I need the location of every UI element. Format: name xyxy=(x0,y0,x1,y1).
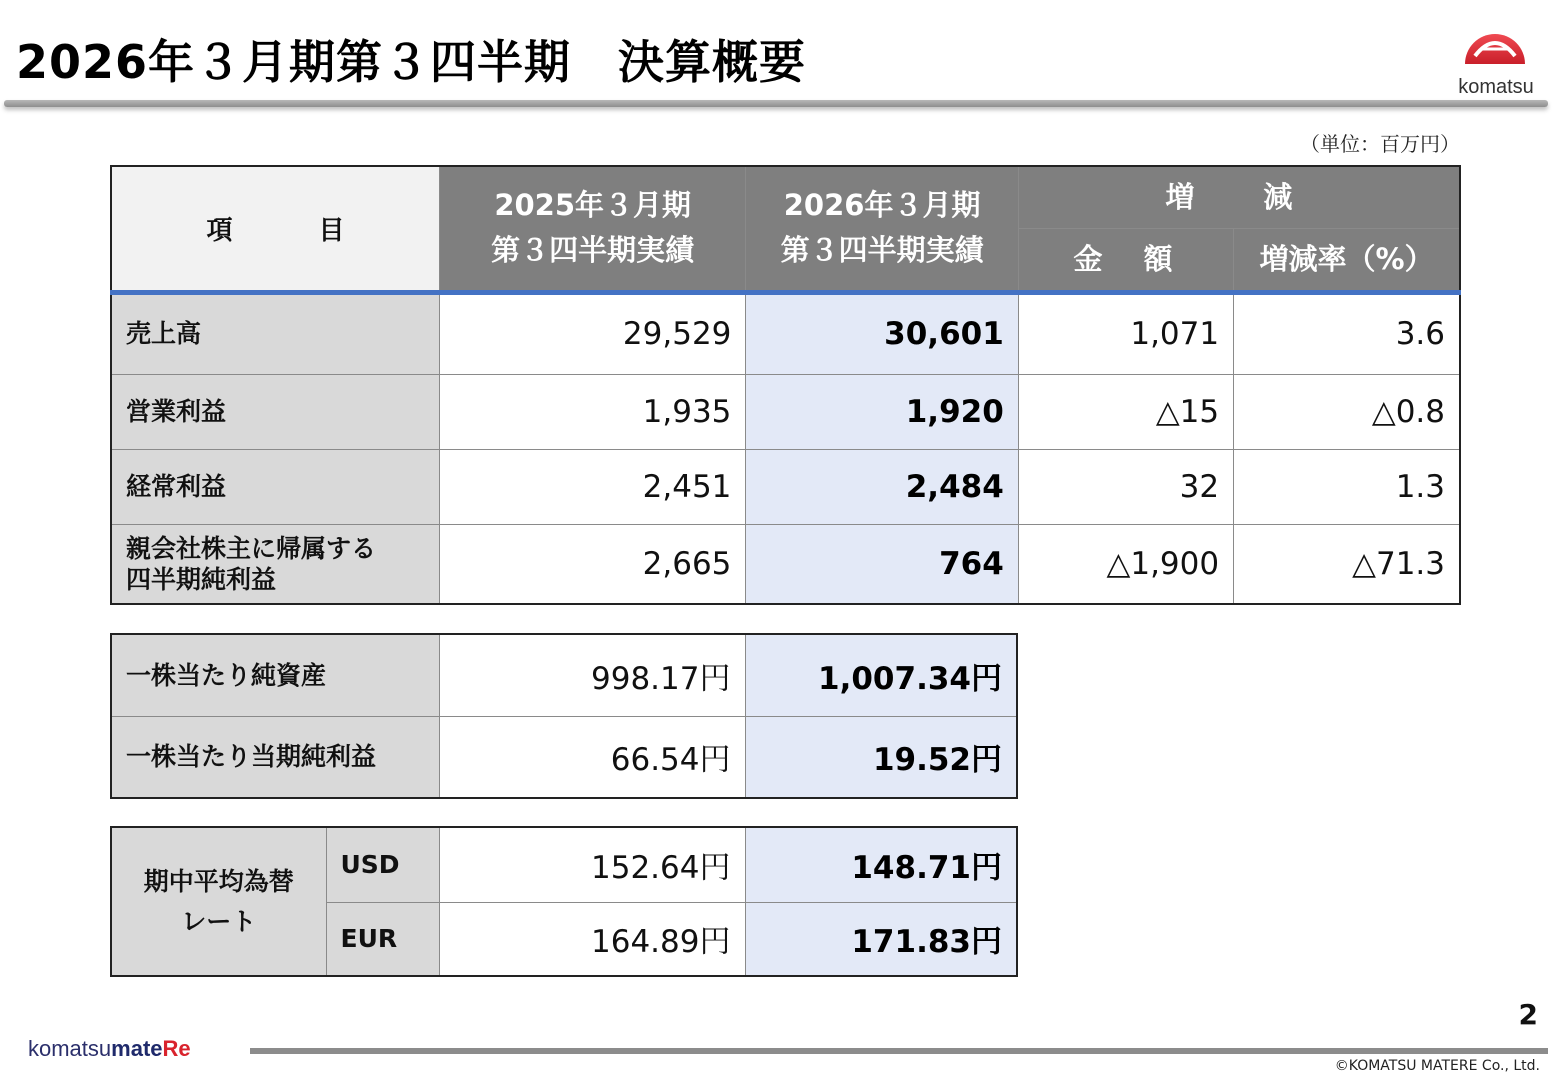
unit-note: （単位：百万円） xyxy=(1300,132,1460,156)
row-label: 経常利益 xyxy=(111,449,439,524)
komatsu-logo xyxy=(1448,16,1544,100)
change-amount: 32 xyxy=(1018,449,1233,524)
prev-value: 998.17円 xyxy=(439,634,745,716)
column-header-prev-line1: 2025年３月期 xyxy=(494,188,692,223)
prev-value: 2,665 xyxy=(439,524,745,604)
page-number: 2 xyxy=(1518,998,1538,1031)
prev-value: 29,529 xyxy=(439,292,745,374)
column-header-curr-line1: 2026年３月期 xyxy=(783,188,981,223)
logo-wordmark: komatsu xyxy=(1458,76,1534,98)
komatsu-arch-logo-icon xyxy=(1462,16,1528,78)
row-label: 売上高 xyxy=(111,292,439,374)
footer-brand-logo xyxy=(28,1036,191,1062)
change-amount: △15 xyxy=(1018,374,1233,449)
curr-value: 171.83円 xyxy=(745,902,1017,976)
title-divider xyxy=(4,100,1548,107)
curr-value: 148.71円 xyxy=(745,827,1017,902)
curr-value: 19.52円 xyxy=(745,716,1017,798)
table-row xyxy=(111,292,1460,374)
row-label: 一株当たり純資産 xyxy=(111,634,439,716)
curr-value: 30,601 xyxy=(746,292,1018,374)
table-row xyxy=(111,827,1017,902)
column-header-item: 項 目 xyxy=(111,166,439,292)
column-header-curr xyxy=(746,166,1018,292)
footer-brand-part2: mate xyxy=(111,1036,163,1061)
header-row-1 xyxy=(111,166,1460,228)
change-rate: 1.3 xyxy=(1234,449,1460,524)
curr-value: 764 xyxy=(746,524,1018,604)
per-share-table xyxy=(110,633,1018,799)
copyright-text: ©KOMATSU MATERE Co., Ltd. xyxy=(1334,1058,1540,1074)
table-row xyxy=(111,449,1460,524)
currency-code: EUR xyxy=(326,902,439,976)
column-header-change: 増 減 xyxy=(1018,166,1460,228)
change-amount: 1,071 xyxy=(1018,292,1233,374)
column-header-prev xyxy=(439,166,745,292)
column-header-rate: 増減率（%） xyxy=(1234,228,1460,292)
row-label xyxy=(111,524,439,604)
prev-value: 1,935 xyxy=(439,374,745,449)
row-label: 一株当たり当期純利益 xyxy=(111,716,439,798)
fx-label-line2: レート xyxy=(181,906,257,936)
row-label-line1: 親会社株主に帰属する xyxy=(126,533,377,563)
table-row xyxy=(111,716,1017,798)
change-rate: △71.3 xyxy=(1234,524,1460,604)
footer-brand-part3: Re xyxy=(162,1036,191,1061)
change-rate: △0.8 xyxy=(1234,374,1460,449)
fx-label-line1: 期中平均為替 xyxy=(143,866,294,896)
results-table xyxy=(110,165,1461,605)
footer-brand-part1: komatsu xyxy=(28,1036,112,1061)
page-title: 2026年３月期第３四半期 決算概要 xyxy=(16,35,807,89)
prev-value: 66.54円 xyxy=(439,716,745,798)
prev-value: 152.64円 xyxy=(439,827,745,902)
column-header-curr-line2: 第３四半期実績 xyxy=(780,233,984,268)
table-row xyxy=(111,374,1460,449)
column-header-prev-line2: 第３四半期実績 xyxy=(491,233,695,268)
curr-value: 1,007.34円 xyxy=(745,634,1017,716)
table-row xyxy=(111,634,1017,716)
curr-value: 2,484 xyxy=(746,449,1018,524)
fx-label xyxy=(111,827,326,976)
table-row xyxy=(111,524,1460,604)
fx-rate-table xyxy=(110,826,1018,977)
prev-value: 164.89円 xyxy=(439,902,745,976)
change-rate: 3.6 xyxy=(1234,292,1460,374)
change-amount: △1,900 xyxy=(1018,524,1233,604)
curr-value: 1,920 xyxy=(746,374,1018,449)
row-label-line2: 四半期純利益 xyxy=(126,564,277,594)
currency-code: USD xyxy=(326,827,439,902)
prev-value: 2,451 xyxy=(439,449,745,524)
footer-divider xyxy=(250,1048,1548,1054)
column-header-amount: 金 額 xyxy=(1018,228,1233,292)
row-label: 営業利益 xyxy=(111,374,439,449)
